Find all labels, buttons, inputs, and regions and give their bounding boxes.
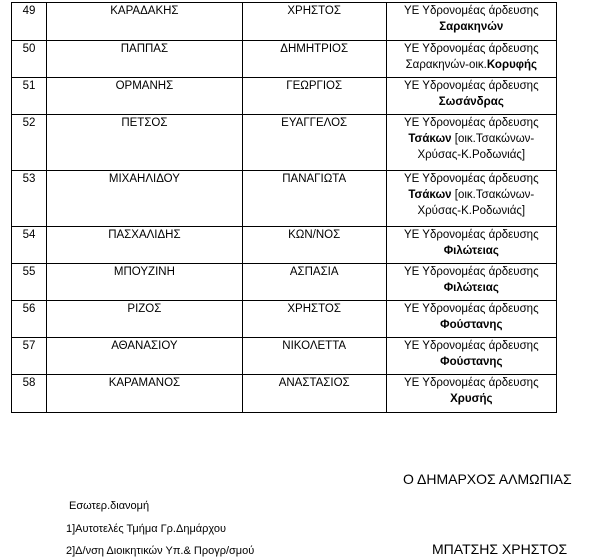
location-name: Κορυφής — [486, 59, 537, 71]
position-title: ΥΕ Υδρονομέας άρδευσης — [403, 303, 539, 315]
first-name-cell: ΚΩΝ/ΝΟΣ — [242, 227, 386, 264]
first-name-cell: ΑΝΑΣΤΑΣΙΟΣ — [242, 375, 386, 413]
position-location — [387, 354, 556, 370]
table-row — [12, 115, 557, 171]
location-name: Σωσάνδρας — [438, 96, 504, 108]
first-name-cell: ΓΕΩΡΓΙΟΣ — [242, 78, 386, 115]
position-cell — [386, 301, 556, 338]
row-number: 50 — [12, 41, 47, 78]
location-name: Φούστανης — [440, 319, 503, 331]
first-name-cell: ΠΑΝΑΓΙΩΤΑ — [242, 171, 386, 227]
position-cell — [386, 41, 556, 78]
first-name-cell: ΧΡΗΣΤΟΣ — [242, 301, 386, 338]
distribution-heading: Εσωτερ.διανομή — [69, 500, 150, 512]
first-name-cell: ΑΣΠΑΣΙΑ — [242, 264, 386, 301]
employee-table — [11, 2, 557, 413]
surname-cell: ΜΙΧΑΗΛΙΔΟΥ — [47, 171, 243, 227]
position-location — [387, 19, 556, 35]
position-cell — [386, 227, 556, 264]
table-row — [12, 264, 557, 301]
position-location — [387, 280, 556, 296]
position-location — [387, 187, 556, 203]
position-title: ΥΕ Υδρονομέας άρδευσης — [403, 377, 539, 389]
first-name-cell: ΔΗΜΗΤΡΙΟΣ — [242, 41, 386, 78]
table-row — [12, 375, 557, 413]
position-title: ΥΕ Υδρονομέας άρδευσης — [403, 173, 539, 185]
position-cell — [386, 78, 556, 115]
table-row — [12, 171, 557, 227]
surname-cell: ΠΑΣΧΑΛΙΔΗΣ — [47, 227, 243, 264]
row-number: 49 — [12, 3, 47, 41]
position-title: ΥΕ Υδρονομέας άρδευσης — [403, 229, 539, 241]
surname-cell: ΠΑΠΠΑΣ — [47, 41, 243, 78]
location-name: Φούστανης — [440, 356, 503, 368]
table-row — [12, 3, 557, 41]
row-number: 56 — [12, 301, 47, 338]
location-detail-line2: Χρύσας-Κ.Ροδωνιάς] — [417, 205, 526, 217]
location-name: Τσάκων — [408, 133, 452, 145]
table-row — [12, 78, 557, 115]
row-number: 55 — [12, 264, 47, 301]
location-name: Φιλώτειας — [443, 245, 499, 257]
row-number: 52 — [12, 115, 47, 171]
position-cell — [386, 3, 556, 41]
surname-cell: ΚΑΡΑΜΑΝΟΣ — [47, 375, 243, 413]
table-row — [12, 41, 557, 78]
position-title: ΥΕ Υδρονομέας άρδευσης — [403, 266, 539, 278]
position-location — [387, 94, 556, 110]
position-location — [387, 131, 556, 147]
position-cell — [386, 264, 556, 301]
signatory-name: ΜΠΑΤΣΗΣ ΧΡΗΣΤΟΣ — [432, 541, 568, 557]
row-number: 51 — [12, 78, 47, 115]
row-number: 58 — [12, 375, 47, 413]
position-title: ΥΕ Υδρονομέας άρδευσης — [403, 80, 539, 92]
location-detail: [οικ.Τσακώνων- — [451, 189, 535, 201]
surname-cell: ΑΘΑΝΑΣΙΟΥ — [47, 338, 243, 375]
position-location — [387, 57, 556, 73]
table-row — [12, 227, 557, 264]
first-name-cell: ΕΥΑΓΓΕΛΟΣ — [242, 115, 386, 171]
distribution-item: 1]Αυτοτελές Τμήμα Γρ.Δημάρχου — [66, 523, 227, 535]
table-row — [12, 301, 557, 338]
row-number: 54 — [12, 227, 47, 264]
position-cell — [386, 375, 556, 413]
location-prefix: Σαρακηνών-οικ. — [405, 59, 487, 71]
first-name-cell: ΝΙΚΟΛΕΤΤΑ — [242, 338, 386, 375]
surname-cell: ΜΠΟΥΖΙΝΗ — [47, 264, 243, 301]
position-title: ΥΕ Υδρονομέας άρδευσης — [403, 43, 539, 55]
position-cell — [386, 115, 556, 171]
row-number: 57 — [12, 338, 47, 375]
surname-cell: ΚΑΡΑΔΑΚΗΣ — [47, 3, 243, 41]
location-name: Φιλώτειας — [443, 282, 499, 294]
distribution-item: 2]Δ/νση Διοικητικών Υπ.& Προγρ/σμού — [66, 545, 255, 557]
location-name: Χρυσής — [450, 393, 493, 405]
position-title: ΥΕ Υδρονομέας άρδευσης — [403, 340, 539, 352]
location-name: Τσάκων — [408, 189, 452, 201]
position-location — [387, 317, 556, 333]
position-location — [387, 243, 556, 259]
mayor-title: Ο ΔΗΜΑΡΧΟΣ ΑΛΜΩΠΙΑΣ — [403, 471, 572, 487]
location-detail: [οικ.Τσακώνων- — [451, 133, 535, 145]
position-title: ΥΕ Υδρονομέας άρδευσης — [403, 5, 539, 17]
location-name: Σαρακηνών — [439, 21, 504, 33]
location-detail-line2: Χρύσας-Κ.Ροδωνιάς] — [417, 149, 526, 161]
position-cell — [386, 338, 556, 375]
position-location — [387, 391, 556, 407]
row-number: 53 — [12, 171, 47, 227]
position-cell — [386, 171, 556, 227]
surname-cell: ΟΡΜΑΝΗΣ — [47, 78, 243, 115]
surname-cell: ΡΙΖΟΣ — [47, 301, 243, 338]
first-name-cell: ΧΡΗΣΤΟΣ — [242, 3, 386, 41]
table-row — [12, 338, 557, 375]
position-title: ΥΕ Υδρονομέας άρδευσης — [403, 117, 539, 129]
surname-cell: ΠΕΤΣΟΣ — [47, 115, 243, 171]
